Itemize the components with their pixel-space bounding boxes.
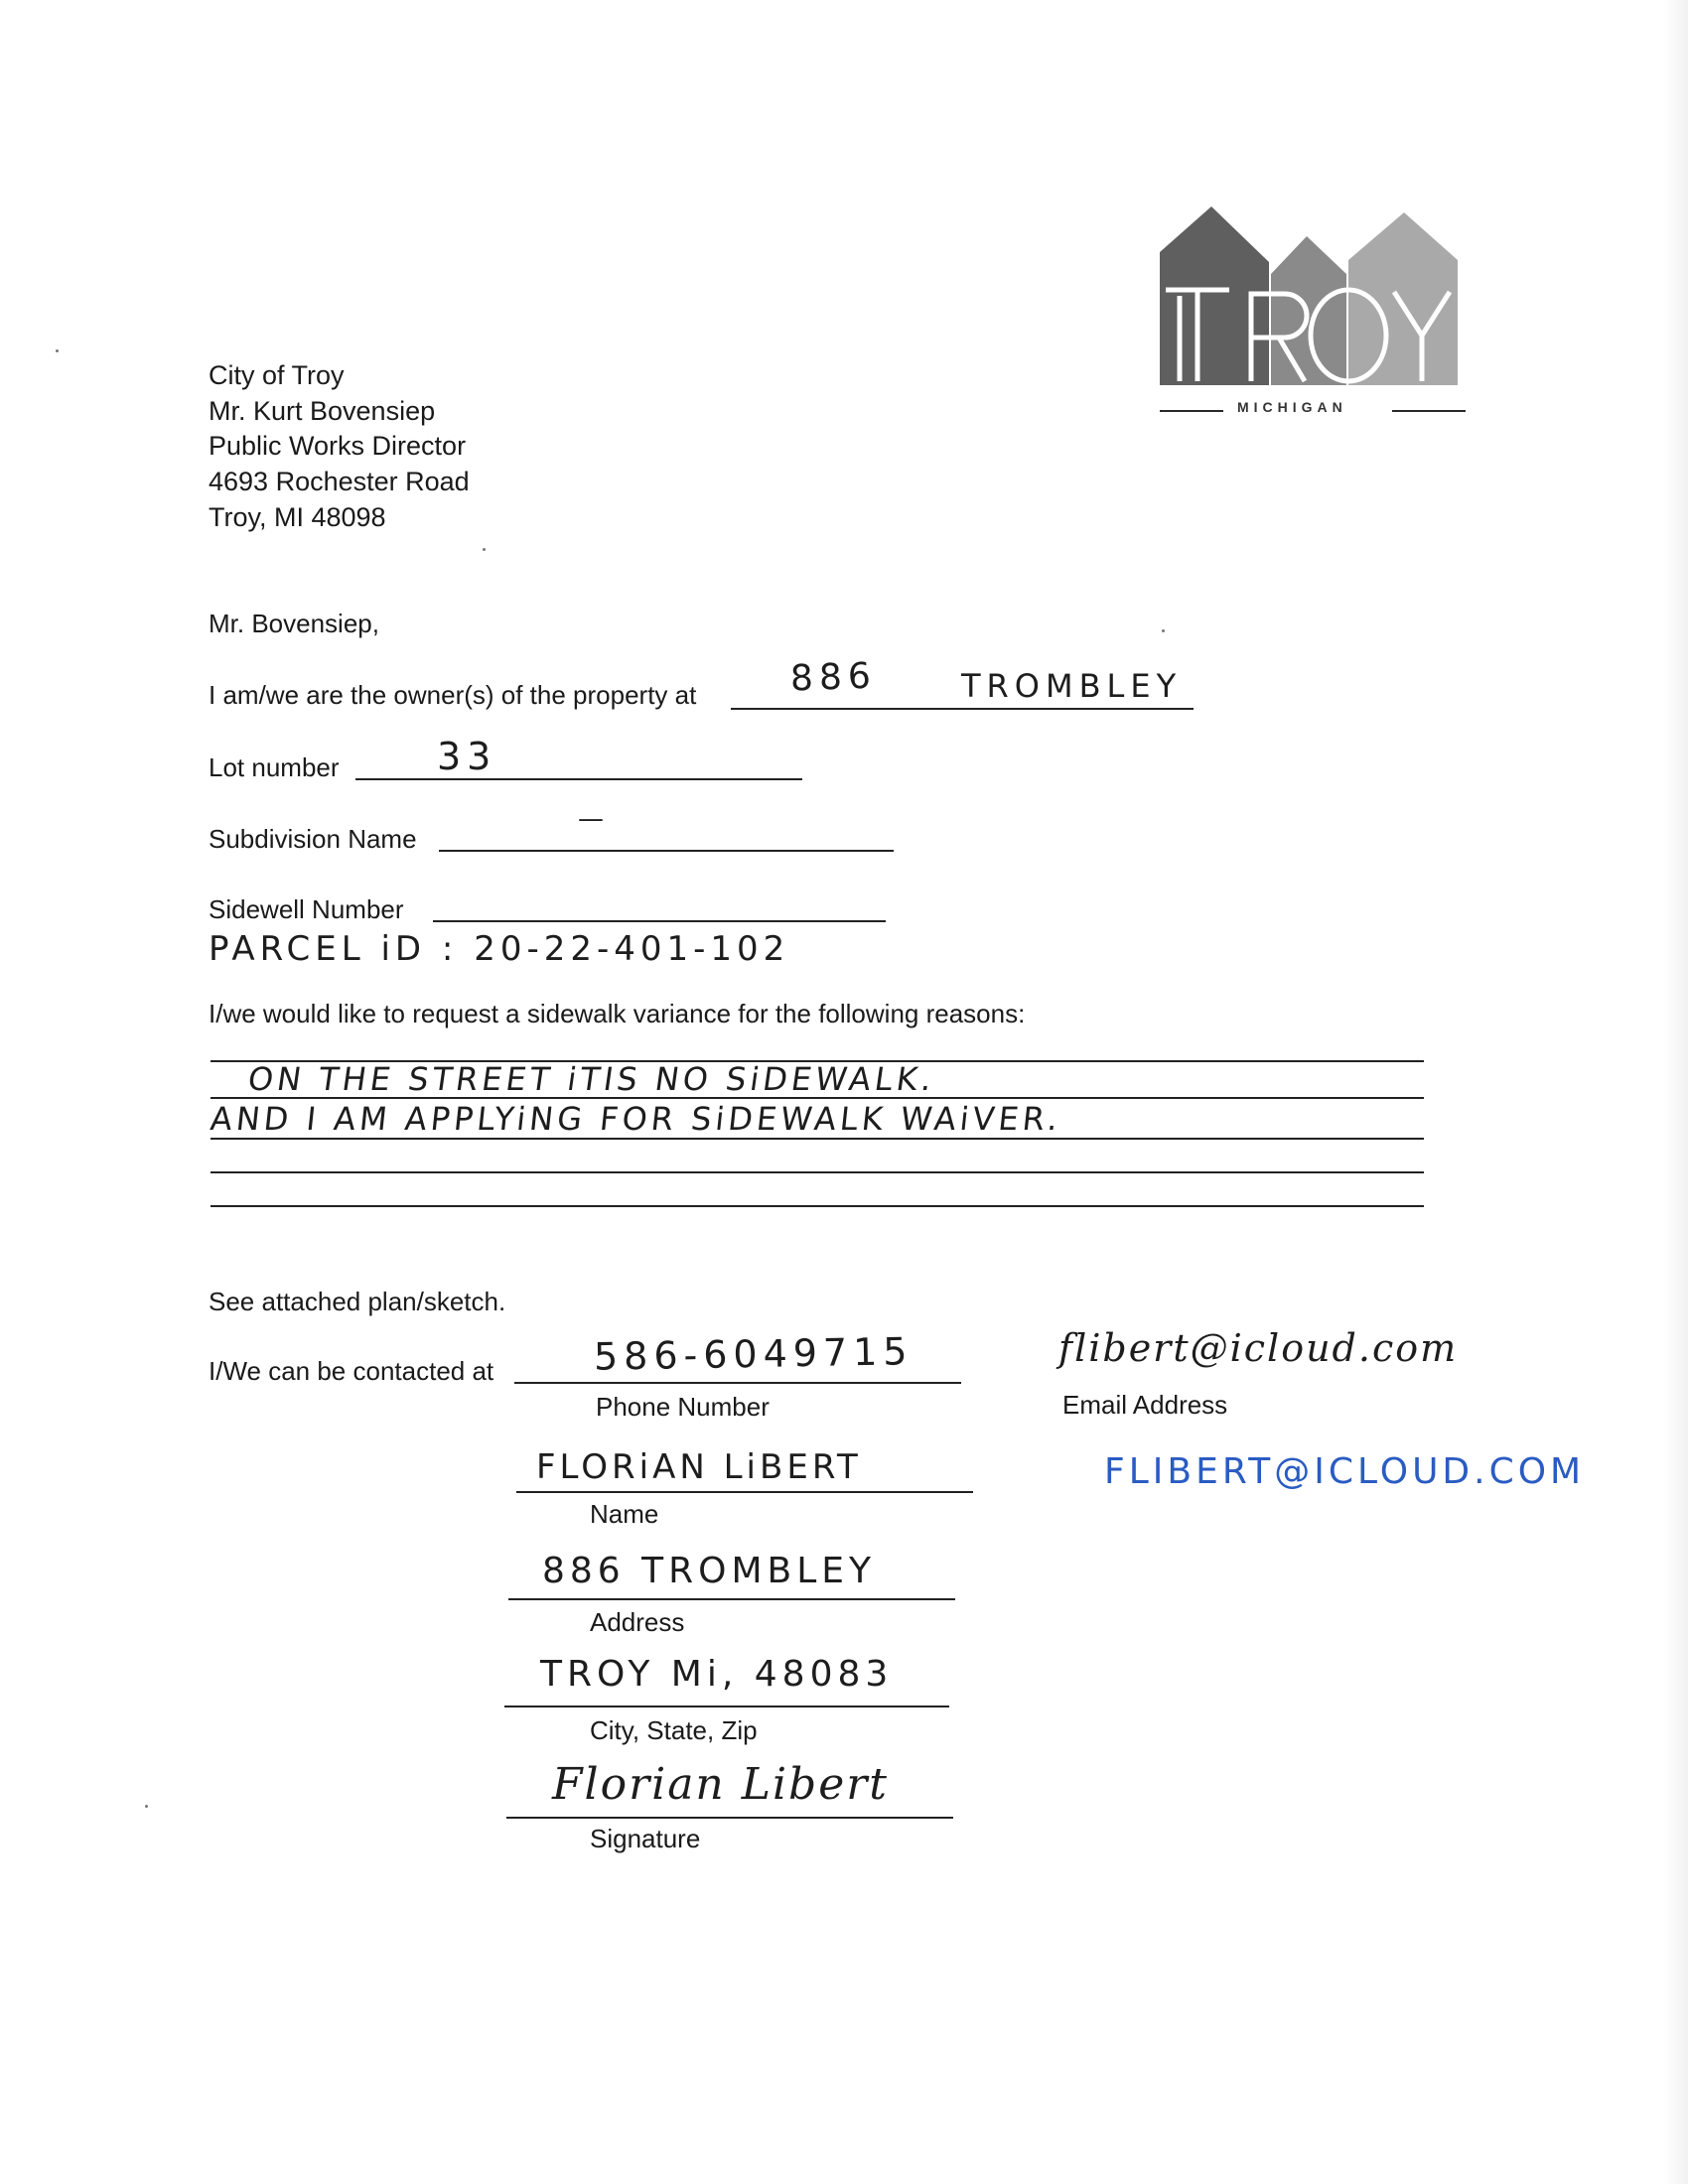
owner-value-street: TROMBLEY	[961, 667, 1183, 705]
logo-rule-right	[1392, 410, 1466, 412]
signature-value: Florian Libert	[552, 1759, 889, 1810]
logo-michigan: MICHIGAN	[1237, 399, 1347, 415]
reasons-label: I/we would like to request a sidewalk variance for the following reasons:	[209, 999, 1026, 1028]
recipient-line-4: 4693 Rochester Road	[209, 467, 470, 496]
phone-label: Phone Number	[596, 1392, 770, 1422]
sidewell-label: Sidewell Number	[209, 894, 404, 924]
reason-line-2	[211, 1097, 1424, 1099]
reason-line-4	[211, 1171, 1424, 1173]
scan-speck	[145, 1805, 148, 1808]
reason-line-3	[211, 1138, 1424, 1140]
phone-field-line	[514, 1382, 961, 1384]
troy-logo	[1160, 206, 1468, 417]
address-field-line	[508, 1598, 955, 1600]
sidewell-field-line	[433, 920, 886, 922]
subdivision-label: Subdivision Name	[209, 824, 417, 854]
owner-value-number: 886	[789, 655, 878, 700]
email-label: Email Address	[1062, 1390, 1228, 1420]
email-value-print: FLIBERT@ICLOUD.COM	[1104, 1451, 1586, 1492]
name-field-line	[516, 1491, 973, 1493]
lot-value: 33	[437, 735, 497, 778]
reason-line-5	[211, 1205, 1424, 1207]
address-label: Address	[590, 1607, 685, 1637]
recipient-line-1: City of Troy	[209, 360, 345, 390]
signature-field-line	[506, 1817, 953, 1819]
subdivision-value: —	[578, 804, 610, 834]
reason-text-1: ON THE STREET iTIS NO SiDEWALK.	[245, 1060, 938, 1098]
contact-label: I/We can be contacted at	[209, 1356, 494, 1386]
owner-label: I am/we are the owner(s) of the property at	[209, 680, 697, 710]
owner-field-line	[731, 708, 1194, 710]
scan-edge-shadow	[1664, 0, 1688, 2184]
city-value: TROY Mi, 48083	[540, 1654, 894, 1695]
recipient-line-2: Mr. Kurt Bovensiep	[209, 396, 436, 426]
address-value: 886 TROMBLEY	[542, 1551, 877, 1591]
logo-rule-left	[1160, 410, 1223, 412]
lot-label: Lot number	[209, 752, 340, 782]
recipient-line-5: Troy, MI 48098	[209, 502, 386, 532]
scan-speck	[483, 548, 486, 551]
email-value-handwritten: flibert@icloud.com	[1058, 1326, 1459, 1370]
logo-house-right	[1348, 212, 1458, 385]
city-field-line	[504, 1706, 949, 1707]
phone-value: 586-6049715	[593, 1329, 914, 1379]
reason-text-2: AND I AM APPLYiNG FOR SiDEWALK WAiVER.	[209, 1100, 1064, 1138]
name-value: FLORiAN LiBERT	[536, 1447, 862, 1487]
scan-speck	[56, 349, 59, 352]
name-label: Name	[590, 1499, 659, 1529]
lot-field-line	[355, 778, 802, 780]
see-attached-text: See attached plan/sketch.	[209, 1287, 506, 1316]
salutation: Mr. Bovensiep,	[209, 609, 379, 638]
recipient-line-3: Public Works Director	[209, 431, 467, 461]
parcel-id-note: PARCEL iD : 20-22-401-102	[209, 929, 790, 969]
scan-speck	[1162, 629, 1165, 632]
signature-label: Signature	[590, 1824, 701, 1853]
subdivision-field-line	[439, 850, 894, 852]
city-label: City, State, Zip	[590, 1715, 758, 1745]
